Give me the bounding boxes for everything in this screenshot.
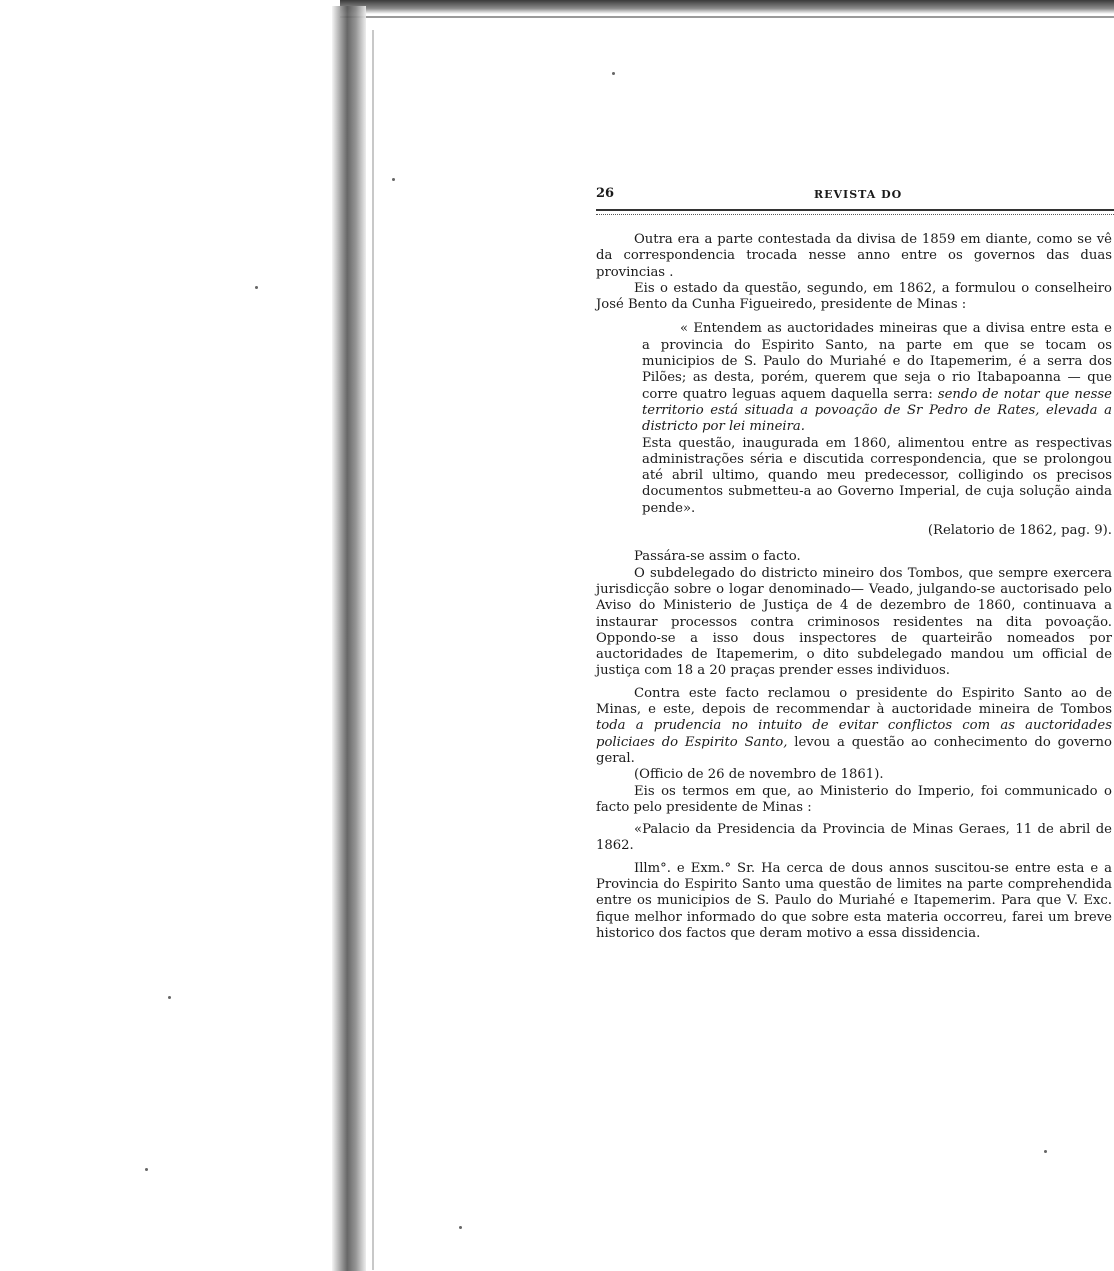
- citation: (Relatorio de 1862, pag. 9).: [927, 523, 1112, 539]
- paragraph: Eis o estado da questão, segundo, em 1862, a formulou o conselheiro José Bento da Cunha Figueiredo, presidente de Minas :: [596, 280, 1112, 313]
- paragraph: Illm°. e Exm.° Sr. Ha cerca de dous annos suscitou-se entre esta e a Provincia do Espirito Santo uma questão de limites na parte comprehendida entre os municipios de S. Paulo do Muriahé e Itapemerim. Para que V. Exc. fique melhor informado do que sobre esta materia occorreu, farei um breve historico dos factos que deram motivo a essa dissidencia.: [596, 860, 1112, 941]
- paragraph: [596, 686, 1112, 767]
- quote-text: « Entendem as auctoridades mineiras que a divisa entre esta e a provincia do Espirito Santo, na parte em que se tocam os municipios de S. Paulo do Muriahé e do Itapemerim, é a serra dos Pilões; as desta, porém, querem que seja o rio Itabapoanna — que corre quatro leguas aquem daquella serra:: [642, 321, 1112, 402]
- quote-paragraph: [642, 321, 1112, 435]
- italic-text-run: toda a prudencia no intuito de evitar conflictos com as auctoridades policiaes do Espirito Santo,: [596, 718, 1112, 750]
- quote-paragraph: Esta questão, inaugurada em 1860, alimentou entre as respectivas administrações séria e discutida correspondencia, que se prolongou até abril ultimo, quando meu predecessor, colligindo os precisos documentos submetteu-a ao Governo Imperial, de cuja solução ainda pende».: [642, 435, 1112, 516]
- scan-top-edge: [340, 0, 1114, 14]
- running-title: REVISTA DO: [814, 188, 903, 201]
- scan-top-edge-line: [340, 16, 1114, 18]
- block-quote: [642, 321, 1112, 539]
- speck: [255, 286, 258, 289]
- gutter-line: [372, 30, 374, 1270]
- speck: [1044, 1150, 1047, 1153]
- paragraph: Eis os termos em que, ao Ministerio do Imperio, foi communicado o facto pelo presidente de Minas :: [596, 783, 1112, 815]
- speck: [612, 72, 615, 75]
- text-run: levou a questão ao conhecimento do governo geral.: [596, 734, 1112, 766]
- paragraph: Passára-se assim o facto.: [634, 549, 801, 565]
- page-body: [596, 232, 1112, 942]
- quote-italic-text: sendo de notar que nesse territorio está situada a povoação de Sr Pedro de Rates, elevada a districto por lei mineira.: [642, 386, 1112, 435]
- speck: [459, 1226, 462, 1229]
- book-spine-shadow: [332, 6, 366, 1271]
- speck: [168, 996, 171, 999]
- header-rule: [596, 209, 1114, 215]
- speck: [145, 1168, 148, 1171]
- paragraph: Outra era a parte contestada da divisa de 1859 em diante, como se vê da correspondencia trocada nesse anno entre os governos das duas provincias .: [596, 232, 1112, 280]
- paragraph: «Palacio da Presidencia da Provincia de Minas Geraes, 11 de abril de 1862.: [596, 822, 1112, 854]
- paragraph: (Officio de 26 de novembro de 1861).: [634, 767, 884, 783]
- text-run: Contra este facto reclamou o presidente do Espirito Santo ao de Minas, e este, depois de recommendar à auctoridade mineira de Tombos: [596, 685, 1112, 718]
- paragraph: O subdelegado do districto mineiro dos Tombos, que sempre exercera jurisdicção sobre o logar denominado— Veado, julgando-se auctorisado pelo Aviso do Ministerio de Justiça de 4 de dezembro de 1860, continuava a instaurar processos contra criminosos residentes na dita povoação. Oppondo-se a isso dous inspectores de quarteirão nomeados por auctoridades de Itapemerim, o dito subdelegado mandou um official de justiça com 18 a 20 praças prender esses individuos.: [596, 565, 1112, 679]
- page-number: 26: [596, 186, 615, 201]
- speck: [392, 178, 395, 181]
- page-header: [596, 184, 1114, 206]
